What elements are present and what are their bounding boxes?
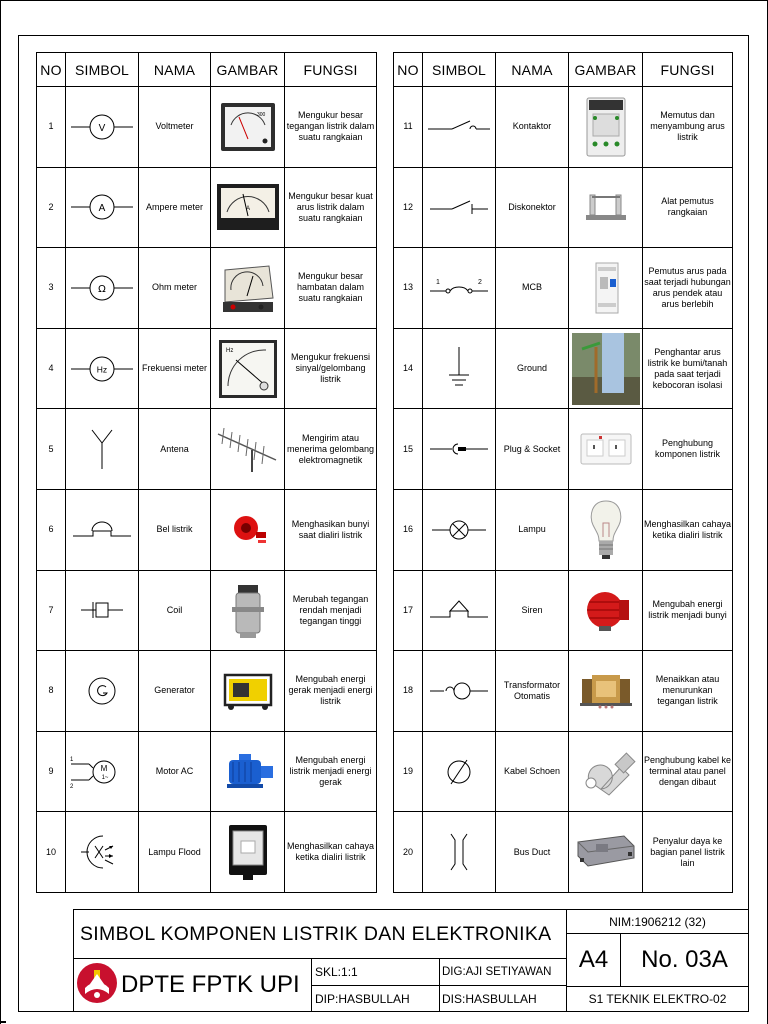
- disconnector-picture: [569, 167, 643, 248]
- svg-text:Hz: Hz: [225, 347, 233, 354]
- component-name: Ground: [496, 328, 569, 409]
- page-edge-bottom-tick: [0, 1021, 6, 1023]
- row-number: 18: [394, 651, 423, 732]
- drawing-title: SIMBOL KOMPONEN LISTRIK DAN ELEKTRONIKA: [80, 922, 552, 945]
- ammeter-symbol-icon: [66, 167, 139, 248]
- coil-picture: [211, 570, 285, 651]
- component-function: Mengukur besar tegangan listrik dalam suatu rangkaian: [285, 87, 377, 168]
- table-row: [394, 651, 733, 732]
- table-row: [37, 651, 377, 732]
- contactor-symbol-icon: [423, 87, 496, 168]
- table-row: [394, 328, 733, 409]
- table-row: [394, 248, 733, 329]
- paper-size: A4: [578, 946, 609, 973]
- ammeter-picture: [211, 167, 285, 248]
- ground-picture: [569, 328, 643, 409]
- symbol-letter: A: [98, 203, 106, 215]
- header-simbol: SIMBOL: [66, 53, 139, 87]
- row-number: 14: [394, 328, 423, 409]
- generator-picture: [211, 651, 285, 732]
- component-function: Mengukur frekuensi sinyal/gelombang listrik: [285, 328, 377, 409]
- header-gambar: GAMBAR: [211, 53, 285, 87]
- component-function: Menghasilkan cahaya ketika dialiri listrik: [643, 489, 733, 570]
- checked-by-label: DIP:HASBULLAH: [315, 991, 410, 1006]
- component-name: Generator: [139, 651, 211, 732]
- header-nama: NAMA: [139, 53, 211, 87]
- component-function: Menaikkan atau menurunkan tegangan listrik: [643, 651, 733, 732]
- prodi-cell: [566, 986, 749, 1012]
- table-row: [37, 167, 377, 248]
- right-symbol-table: [393, 52, 733, 893]
- table-row: [37, 87, 377, 168]
- component-function: Mengubah energi gerak menjadi energi listrik: [285, 651, 377, 732]
- frequency-meter-symbol-icon: [66, 328, 139, 409]
- row-number: 16: [394, 489, 423, 570]
- row-number: 10: [37, 812, 66, 893]
- table-row: [394, 731, 733, 812]
- component-function: Mengubah energi listrik menjadi bunyi: [643, 570, 733, 651]
- component-function: Memutus dan menyambung arus listrik: [643, 87, 733, 168]
- row-number: 9: [37, 731, 66, 812]
- header-fungsi: FUNGSI: [643, 53, 733, 87]
- autotransformer-symbol-icon: [423, 651, 496, 732]
- mcb-picture: [569, 248, 643, 329]
- table-row: [37, 731, 377, 812]
- row-number: 3: [37, 248, 66, 329]
- symbol-ac-label: 1~: [101, 774, 109, 781]
- drawing-number: No. 03A: [641, 946, 728, 973]
- header-nama: NAMA: [496, 53, 569, 87]
- title-block: [73, 909, 749, 1012]
- drawn-by-label: DIG:AJI SETIYAWAN: [442, 966, 552, 978]
- component-function: Alat pemutus rangkaian: [643, 167, 733, 248]
- component-function: Menghasilkan cahaya ketika dialiri listrik: [285, 812, 377, 893]
- org-cell: [73, 958, 312, 1012]
- organization-name: DPTE FPTK UPI: [121, 971, 300, 998]
- table-row: [394, 167, 733, 248]
- plug-socket-symbol-icon: [423, 409, 496, 490]
- ac-motor-symbol-icon: [66, 731, 139, 812]
- cable-lug-symbol-icon: [423, 731, 496, 812]
- component-name: Ohm meter: [139, 248, 211, 329]
- symbol-letter: Ω: [98, 283, 106, 295]
- skl-cell: [311, 958, 440, 986]
- component-name: Lampu Flood: [139, 812, 211, 893]
- left-symbol-table: [36, 52, 377, 893]
- table-header-row: [37, 53, 377, 87]
- study-program-label: S1 TEKNIK ELEKTRO-02: [588, 992, 727, 1006]
- row-number: 13: [394, 248, 423, 329]
- row-number: 1: [37, 87, 66, 168]
- header-no: NO: [394, 53, 423, 87]
- row-number: 19: [394, 731, 423, 812]
- drawing-number-cell: [620, 933, 749, 987]
- cable-lug-picture: [569, 731, 643, 812]
- table-row: [394, 409, 733, 490]
- symbol-letter: Hz: [96, 364, 108, 375]
- table-row: [394, 812, 733, 893]
- terminal-label-2: 2: [70, 783, 74, 790]
- header-no: NO: [37, 53, 66, 87]
- row-number: 4: [37, 328, 66, 409]
- header-simbol: SIMBOL: [423, 53, 496, 87]
- antenna-picture: [211, 409, 285, 490]
- bell-picture: [211, 489, 285, 570]
- component-function: Penyalur daya ke bagian panel listrik lain: [643, 812, 733, 893]
- flood-lamp-symbol-icon: [66, 812, 139, 893]
- ground-symbol-icon: [423, 328, 496, 409]
- table-row: [37, 812, 377, 893]
- symbol-letter: M: [100, 763, 108, 773]
- svg-text:300: 300: [256, 111, 265, 118]
- approved-by-label: DIS:HASBULLAH: [442, 991, 537, 1006]
- lamp-symbol-icon: [423, 489, 496, 570]
- voltmeter-picture: [211, 87, 285, 168]
- row-number: 8: [37, 651, 66, 732]
- component-name: Motor AC: [139, 731, 211, 812]
- bell-symbol-icon: [66, 489, 139, 570]
- ac-motor-picture: [211, 731, 285, 812]
- autotransformer-picture: [569, 651, 643, 732]
- antenna-symbol-icon: [66, 409, 139, 490]
- component-name: Ampere meter: [139, 167, 211, 248]
- component-function: Mengukur besar hambatan dalam suatu rangkaian: [285, 248, 377, 329]
- dis-cell: [439, 985, 567, 1012]
- component-function: Mengirim atau menerima gelombang elektromagnetik: [285, 409, 377, 490]
- row-number: 7: [37, 570, 66, 651]
- row-number: 2: [37, 167, 66, 248]
- page-edge-left: [0, 0, 1, 1024]
- component-name: Voltmeter: [139, 87, 211, 168]
- ohmmeter-symbol-icon: [66, 248, 139, 329]
- terminal-label-1: 1: [436, 278, 440, 286]
- nim-cell: [566, 909, 749, 934]
- component-name: Bel listrik: [139, 489, 211, 570]
- component-function: Pemutus arus pada saat terjadi hubungan arus pendek atau arus berlebih: [643, 248, 733, 329]
- component-name: Kontaktor: [496, 87, 569, 168]
- component-name: Kabel Schoen: [496, 731, 569, 812]
- row-number: 6: [37, 489, 66, 570]
- bus-duct-picture: [569, 812, 643, 893]
- title-cell: [73, 909, 567, 959]
- disconnector-symbol-icon: [423, 167, 496, 248]
- table-row: [37, 489, 377, 570]
- dip-cell: [311, 985, 440, 1012]
- component-function: Mengubah energi listrik menjadi energi gerak: [285, 731, 377, 812]
- row-number: 11: [394, 87, 423, 168]
- row-number: 12: [394, 167, 423, 248]
- scale-label: SKL:1:1: [315, 965, 358, 979]
- header-fungsi: FUNGSI: [285, 53, 377, 87]
- contactor-picture: [569, 87, 643, 168]
- component-name: Diskonektor: [496, 167, 569, 248]
- component-function: Penghubung komponen listrik: [643, 409, 733, 490]
- row-number: 5: [37, 409, 66, 490]
- table-row: [394, 87, 733, 168]
- component-function: Penghubung kabel ke terminal atau panel dengan dibaut: [643, 731, 733, 812]
- header-gambar: GAMBAR: [569, 53, 643, 87]
- component-function: Menghasikan bunyi saat dialiri listrik: [285, 489, 377, 570]
- component-name: Plug & Socket: [496, 409, 569, 490]
- paper-size-cell: [566, 933, 621, 987]
- component-name: Bus Duct: [496, 812, 569, 893]
- component-name: Antena: [139, 409, 211, 490]
- component-name: Transformator Otomatis: [496, 651, 569, 732]
- siren-symbol-icon: [423, 570, 496, 651]
- table-row: [394, 570, 733, 651]
- symbol-letter: V: [98, 122, 106, 134]
- ohmmeter-picture: [211, 248, 285, 329]
- page-edge-top: [0, 0, 768, 1]
- table-row: [394, 489, 733, 570]
- upi-logo: [76, 962, 118, 1009]
- flood-lamp-picture: [211, 812, 285, 893]
- table-row: [37, 570, 377, 651]
- component-name: Coil: [139, 570, 211, 651]
- coil-symbol-icon: [66, 570, 139, 651]
- mcb-symbol-icon: [423, 248, 496, 329]
- row-number: 20: [394, 812, 423, 893]
- row-number: 15: [394, 409, 423, 490]
- nim-label: NIM:1906212 (32): [609, 914, 706, 929]
- table-header-row: [394, 53, 733, 87]
- voltmeter-symbol-icon: [66, 87, 139, 168]
- plug-socket-picture: [569, 409, 643, 490]
- frequency-meter-picture: [211, 328, 285, 409]
- table-row: [37, 409, 377, 490]
- bus-duct-symbol-icon: [423, 812, 496, 893]
- component-function: Merubah tegangan rendah menjadi tegangan tinggi: [285, 570, 377, 651]
- terminal-label-1: 1: [70, 756, 74, 763]
- lamp-picture: [569, 489, 643, 570]
- siren-picture: [569, 570, 643, 651]
- component-name: Lampu: [496, 489, 569, 570]
- svg-text:A: A: [245, 206, 250, 213]
- terminal-label-2: 2: [478, 278, 482, 286]
- component-function: Penghantar arus listrik ke bumi/tanah pada saat terjadi kebocoran isolasi: [643, 328, 733, 409]
- dig-cell: [439, 958, 567, 986]
- component-name: Frekuensi meter: [139, 328, 211, 409]
- table-row: [37, 328, 377, 409]
- component-name: MCB: [496, 248, 569, 329]
- generator-symbol-icon: [66, 651, 139, 732]
- component-function: Mengukur besar kuat arus listrik dalam suatu rangkaian: [285, 167, 377, 248]
- component-name: Siren: [496, 570, 569, 651]
- row-number: 17: [394, 570, 423, 651]
- table-row: [37, 248, 377, 329]
